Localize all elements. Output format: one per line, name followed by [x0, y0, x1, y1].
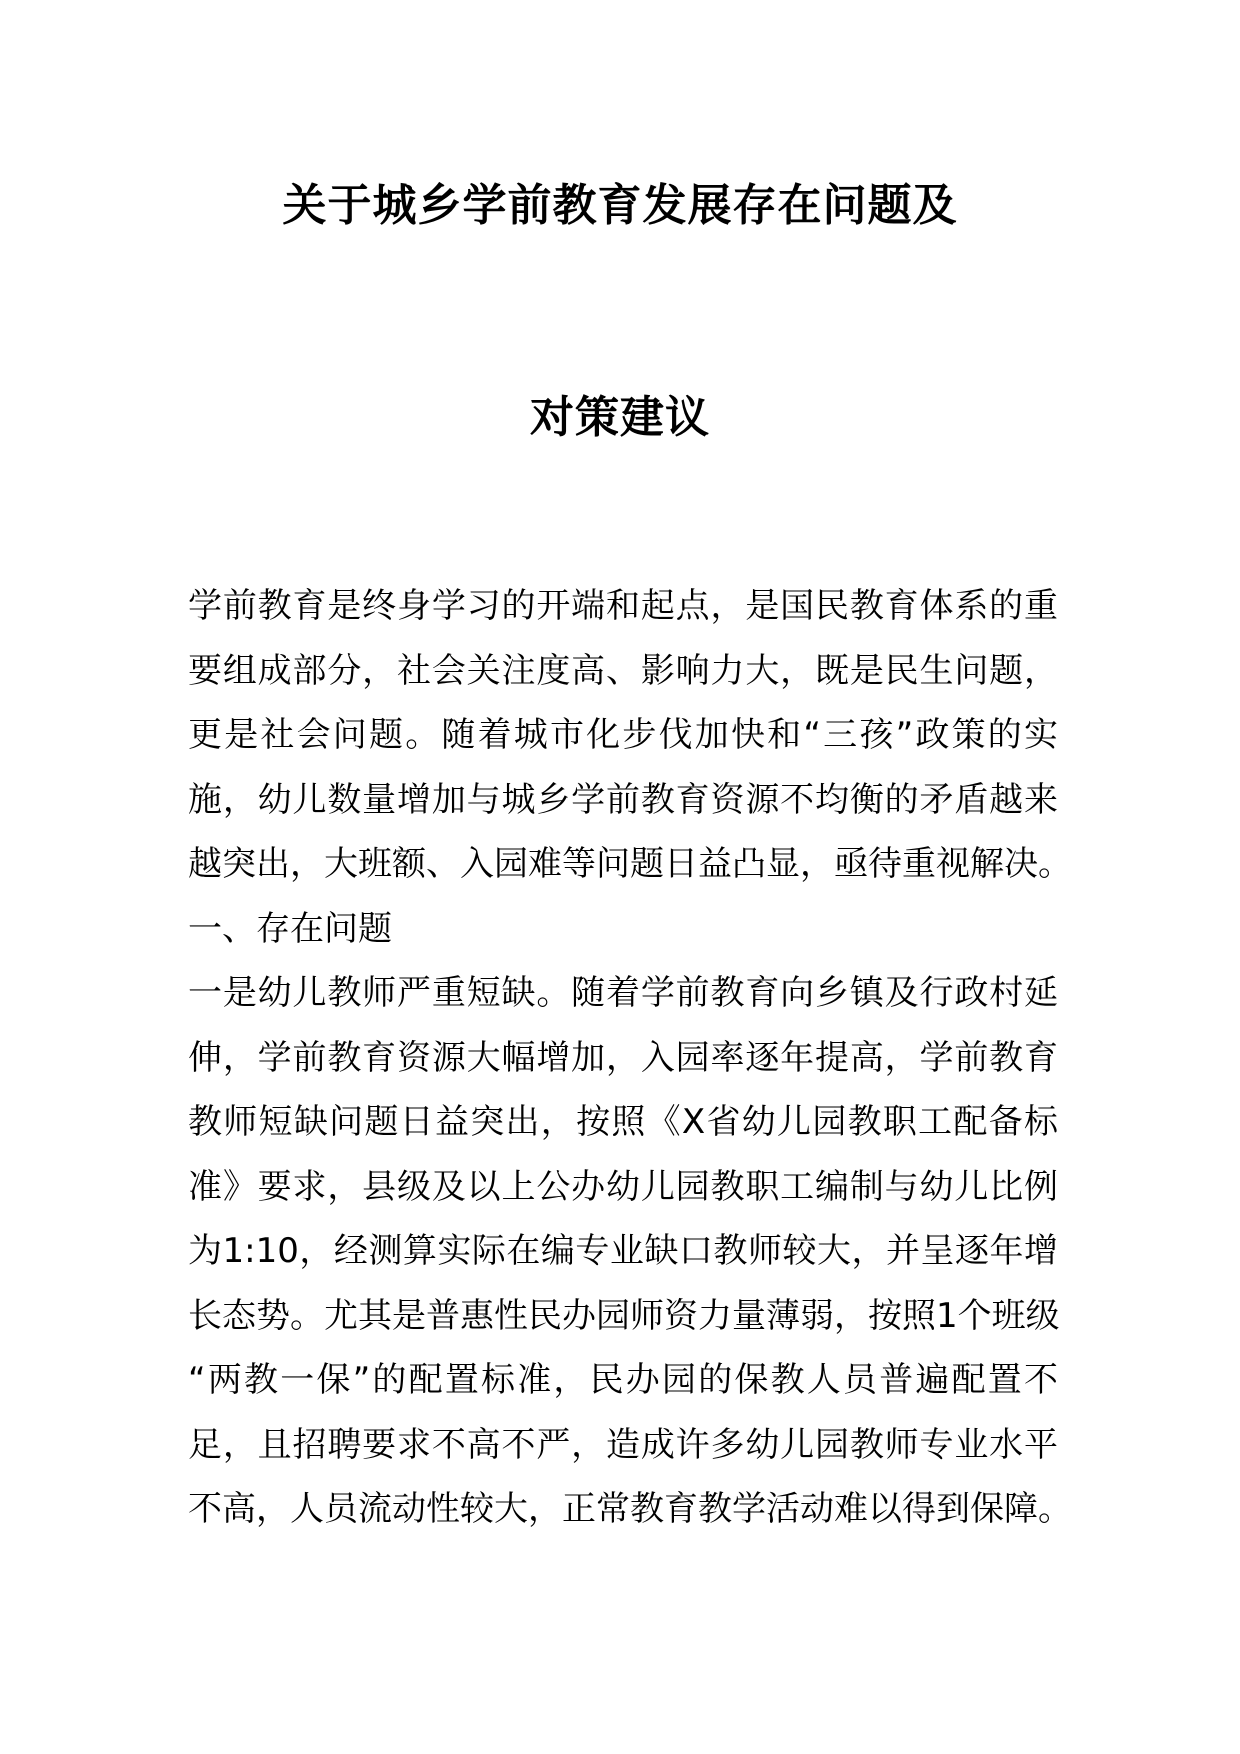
paragraph-1-line-1: 学前教育是终身学习的开端和起点，是国民教育体系的重: [188, 586, 1058, 626]
paragraph-2-line-3: 教师短缺问题日益突出，按照《X省幼儿园教职工配备标: [188, 1102, 1058, 1142]
paragraph-1-line-2: 要组成部分，社会关注度高、影响力大，既是民生问题，: [188, 650, 1058, 691]
paragraph-2-line-8: 足，且招聘要求不高不严，造成许多幼儿园教师专业水平: [188, 1424, 1058, 1465]
paragraph-2-line-6: 长态势。尤其是普惠性民办园师资力量薄弱，按照1个班级: [188, 1295, 1060, 1336]
document-title-line-1: 关于城乡学前教育发展存在问题及: [282, 180, 958, 231]
paragraph-2-line-2: 伸，学前教育资源大幅增加，入园率逐年提高，学前教育: [188, 1037, 1058, 1078]
paragraph-2-line-1: 一是幼儿教师严重短缺。随着学前教育向乡镇及行政村延: [188, 973, 1058, 1013]
paragraph-2-line-9: 不高，人员流动性较大，正常教育教学活动难以得到保障。: [188, 1489, 1072, 1529]
paragraph-2-line-5: 为1:10，经测算实际在编专业缺口教师较大，并呈逐年增: [188, 1231, 1058, 1271]
document-body: [188, 574, 1072, 1542]
section-heading: 一、存在问题: [188, 908, 392, 949]
paragraph-2-line-4: 准》要求，县级及以上公办幼儿园教职工编制与幼儿比例: [188, 1166, 1058, 1207]
paragraph-1-line-5: 越突出，大班额、入园难等问题日益凸显，亟待重视解决。: [188, 844, 1072, 884]
paragraph-1-line-4: 施，幼儿数量增加与城乡学前教育资源不均衡的矛盾越来: [188, 779, 1058, 820]
paragraph-1-line-3: 更是社会问题。随着城市化步伐加快和“三孩”政策的实: [188, 715, 1058, 755]
paragraph-2-line-7: “两教一保”的配置标准，民办园的保教人员普遍配置不: [188, 1360, 1058, 1400]
document-title-line-2: 对策建议: [530, 392, 710, 443]
